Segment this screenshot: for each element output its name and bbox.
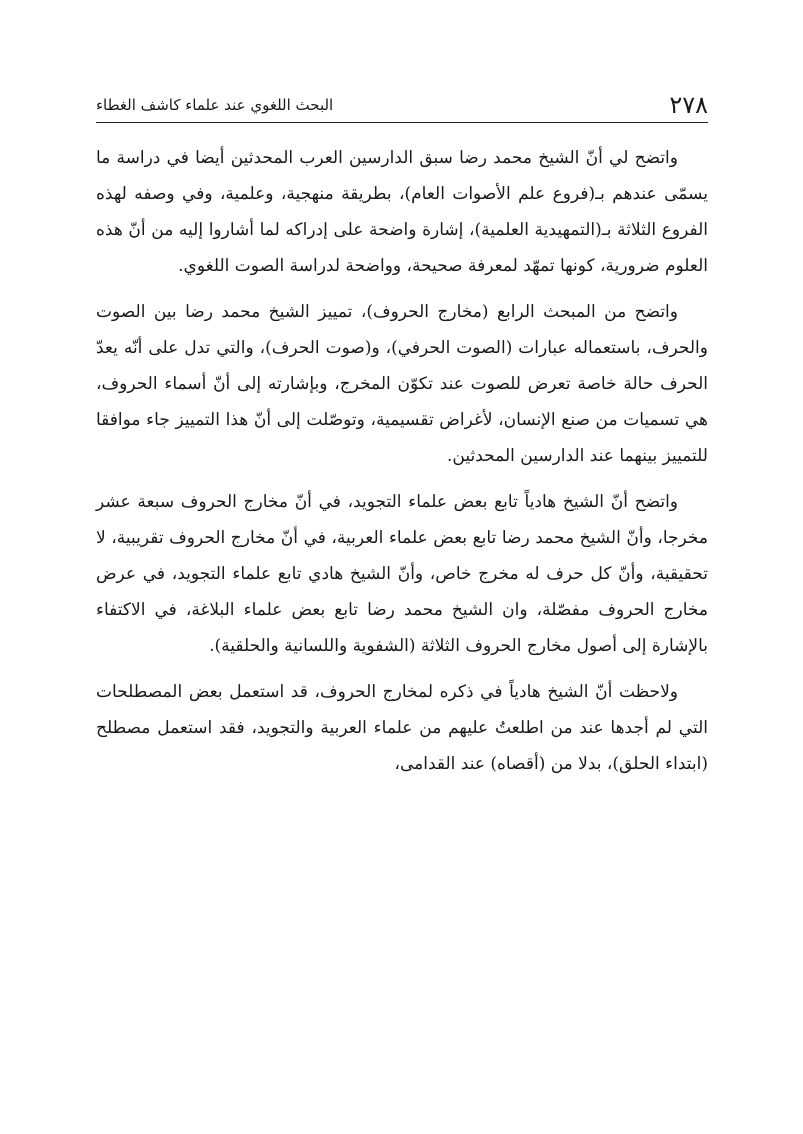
page-header [96, 88, 708, 123]
paragraph-3: واتضح أنّ الشيخ هادياً تابع بعض علماء التجويد، في أنّ مخارج الحروف سبعة عشر مخرجا، وأنّ الشيخ محمد رضا تابع بعض علماء العربية، في أنّ مخارج الحروف تقريبية، لا تحقيقية، وأنّ كل حرف له مخرج خاص، وأنّ الشيخ هادي تابع علماء التجويد، في عرض مخارج الحروف مفصّلة، وان الشيخ محمد رضا تابع بعض علماء البلاغة، في الاكتفاء بالإشارة إلى أصول مخارج الحروف الثلاثة (الشفوية واللسانية والحلقية). [96, 492, 708, 656]
paragraph-4: ولاحظت أنّ الشيخ هادياً في ذكره لمخارج الحروف، قد استعمل بعض المصطلحات التي لم أجدها عند من اطلعتُ عليهم من علماء العربية والتجويد، فقد استعمل مصطلح (ابتداء الحلق)، بدلا من (أقصاه) عند القدامى، [96, 682, 708, 774]
page-number: ٢٧٨ [669, 91, 708, 119]
paragraph-1: واتضح لي أنّ الشيخ محمد رضا سبق الدارسين العرب المحدثين أيضا في دراسة ما يسمّى عندهم بـ(فروع علم الأصوات العام)، بطريقة منهجية، وعلمية، وفي وصفه لهذه الفروع الثلاثة بـ(التمهيدية العلمية)، إشارة واضحة على إدراكه لما أشاروا إليه من أنّ هذه العلوم ضرورية، كونها تمهّد لمعرفة صحيحة، وواضحة لدراسة الصوت اللغوي. [96, 148, 708, 276]
paragraph-2: واتضح من المبحث الرابع (مخارج الحروف)، تمييز الشيخ محمد رضا بين الصوت والحرف، باستعماله عبارات (الصوت الحرفي)، و(صوت الحرف)، والتي تدل على أنّه يعدّ الحرف حالة خاصة تعرض للصوت عند تكوّن المخرج، وبإشارته إلى أنّ أسماء الحروف، هي تسميات من صنع الإنسان، لأغراض تقسيمية، وتوصّلت إلى أنّ هذا التمييز جاء موافقا للتمييز بينهما عند الدارسين المحدثين. [96, 302, 708, 466]
running-head: البحث اللغوي عند علماء كاشف الغطاء [96, 96, 334, 114]
body-text [96, 140, 708, 792]
